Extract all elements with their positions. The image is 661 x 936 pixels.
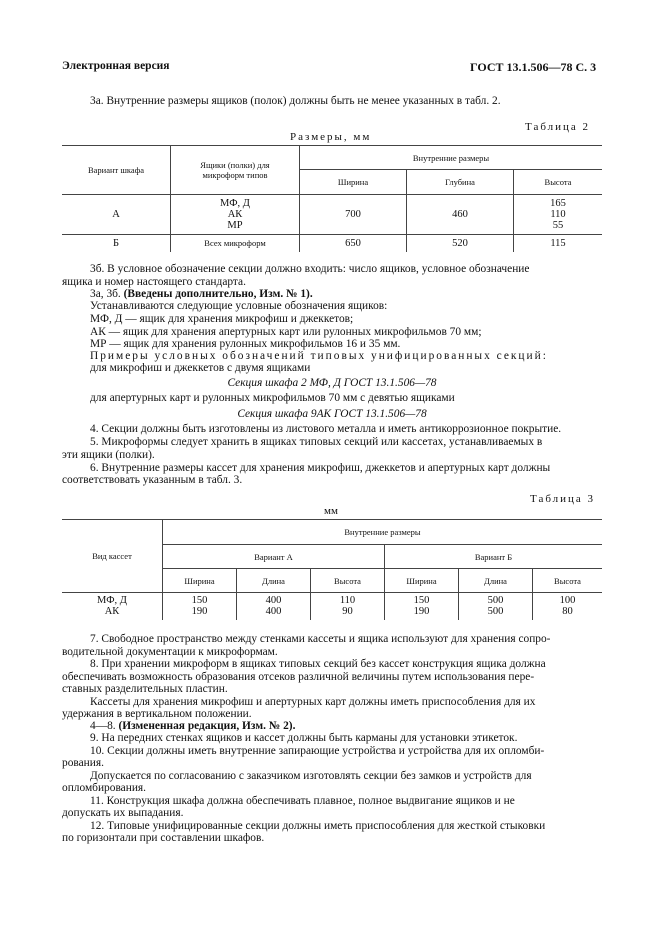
t2-h-depth: Глубина (407, 170, 514, 195)
t2-r1-types: МФ, Д АК МР (171, 195, 300, 235)
t3-h-b-length: Длина (459, 569, 533, 593)
para-5-1: 5. Микроформы следует хранить в ящиках типовых секций или кассетах, устанавливаемых в (90, 436, 543, 448)
t3-b-length: 500 500 (459, 593, 533, 620)
t3-h-inner: Внутренние размеры (163, 520, 603, 545)
para-10-2: рования. (62, 757, 104, 769)
para-mf: МФ, Д — ящик для хранения микрофиш и джеккетов; (90, 313, 354, 325)
t2-h-inner: Внутренние размеры (300, 146, 603, 170)
para-6-1: 6. Внутренние размеры кассет для хранения микрофиш, джеккетов и апертурных карт должны (90, 462, 551, 474)
t3-h-var-a: Вариант А (163, 545, 385, 569)
para-7-2: водительной документации к микроформам. (62, 646, 278, 658)
t3-a-height: 110 90 (311, 593, 385, 620)
t2-r2-height: 115 (514, 235, 603, 252)
t3-h-a-length: Длина (237, 569, 311, 593)
para-ex1: для микрофиш и джеккетов с двумя ящиками (90, 362, 311, 374)
para-8-1: 8. При хранении микроформ в ящиках типовых секций без кассет конструкция ящика должна (90, 658, 546, 670)
t2-h-width: Ширина (300, 170, 407, 195)
t2-r1-width: 700 (300, 195, 407, 235)
para-3b-1: 3б. В условное обозначение секции должно входить: число ящиков, условное обозначение (90, 263, 530, 275)
t3-h-var-b: Вариант Б (385, 545, 603, 569)
para-5-2: эти ящики (полки). (62, 449, 155, 461)
para-10-1: 10. Секции должны иметь внутренние запирающие устройства и устройства для их опломби- (90, 745, 545, 757)
para-4-8-note: 4—8. (Измененная редакция, Изм. № 2). (90, 720, 296, 732)
t3-b-height: 100 80 (533, 593, 603, 620)
para-3ab-note: 3а, 3б. (Введены дополнительно, Изм. № 1). (90, 288, 313, 300)
para-8-2: обеспечивать возможность образования отсеков различной величины путем использования пере- (62, 671, 535, 683)
para-9: 9. На передних стенках ящиков и кассет должны быть карманы для установки этикеток. (90, 732, 518, 744)
t2-r1-variant: А (62, 195, 171, 235)
t3-a-length: 400 400 (237, 593, 311, 620)
t2-h-height: Высота (514, 170, 603, 195)
para-8b-2: удержания в вертикальном положении. (62, 708, 252, 720)
t3-h-a-height: Высота (311, 569, 385, 593)
para-ex1-code: Секция шкафа 2 МФ, Д ГОСТ 13.1.506—78 (227, 377, 437, 389)
para-ex2: для апертурных карт и рулонных микрофильмов 70 мм с девятью ящиками (90, 392, 455, 404)
t3-h-a-width: Ширина (163, 569, 237, 593)
t2-r2-depth: 520 (407, 235, 514, 252)
t2-r2-variant: Б (62, 235, 171, 252)
table-3 (62, 519, 602, 620)
t2-h-boxes: Ящики (полки) для микроформ типов (171, 146, 300, 195)
table2-units: Размеры, мм (290, 131, 372, 143)
table3-caption: Таблица 3 (530, 493, 596, 505)
para-8-3: ставных разделительных пластин. (62, 683, 228, 695)
t2-r2-width: 650 (300, 235, 407, 252)
t3-kinds: МФ, Д АК (62, 593, 163, 620)
t3-h-kind: Вид кассет (62, 520, 163, 593)
para-11-1: 11. Конструкция шкафа должна обеспечивать плавное, полное выдвигание ящиков и не (90, 795, 515, 807)
para-7-1: 7. Свободное пространство между стенками кассеты и ящика используют для хранения сопро- (90, 633, 551, 645)
header-left: Электронная версия (62, 60, 170, 72)
para-3b-2: ящика и номер настоящего стандарта. (62, 276, 246, 288)
para-mr: МР — ящик для хранения рулонных микрофильмов 16 и 35 мм. (90, 338, 401, 350)
para-10b-1: Допускается по согласованию с заказчиком изготовлять секции без замков и устройств для (90, 770, 532, 782)
t3-a-width: 150 190 (163, 593, 237, 620)
para-3a: 3а. Внутренние размеры ящиков (полок) должны быть не менее указанных в табл. 2. (90, 95, 501, 107)
para-ex2-code: Секция шкафа 9АК ГОСТ 13.1.506—78 (237, 408, 427, 420)
para-6-2: соответствовать указанным в табл. 3. (62, 474, 243, 486)
t3-h-b-width: Ширина (385, 569, 459, 593)
header-right: ГОСТ 13.1.506—78 С. 3 (470, 60, 597, 74)
t3-h-b-height: Высота (533, 569, 603, 593)
t2-r1-depth: 460 (407, 195, 514, 235)
t2-r1-heights: 165 110 55 (514, 195, 603, 235)
para-8b-1: Кассеты для хранения микрофиш и апертурных карт должны иметь приспособления для их (90, 696, 536, 708)
table2-caption: Таблица 2 (525, 121, 591, 133)
para-4: 4. Секции должны быть изготовлены из листового металла и иметь антикоррозионное покрытие. (90, 423, 562, 435)
para-12-2: по горизонтали при составлении шкафов. (62, 832, 265, 844)
para-ak: АК — ящик для хранения апертурных карт или рулонных микрофильмов 70 мм; (90, 326, 482, 338)
t2-r2-types: Всех микроформ (171, 235, 300, 252)
para-examples: Примеры условных обозначений типовых унифицированных секций: (90, 350, 548, 362)
t3-b-width: 150 190 (385, 593, 459, 620)
para-12-1: 12. Типовые унифицированные секции должны иметь приспособления для жесткой стыковки (90, 820, 546, 832)
para-10b-2: опломбирования. (62, 782, 147, 794)
table3-units: мм (324, 505, 338, 517)
para-11-2: допускать их выпадания. (62, 807, 184, 819)
table-2 (62, 145, 602, 252)
para-symbols: Устанавливаются следующие условные обозначения ящиков: (90, 300, 388, 312)
t2-h-variant: Вариант шкафа (62, 146, 171, 195)
